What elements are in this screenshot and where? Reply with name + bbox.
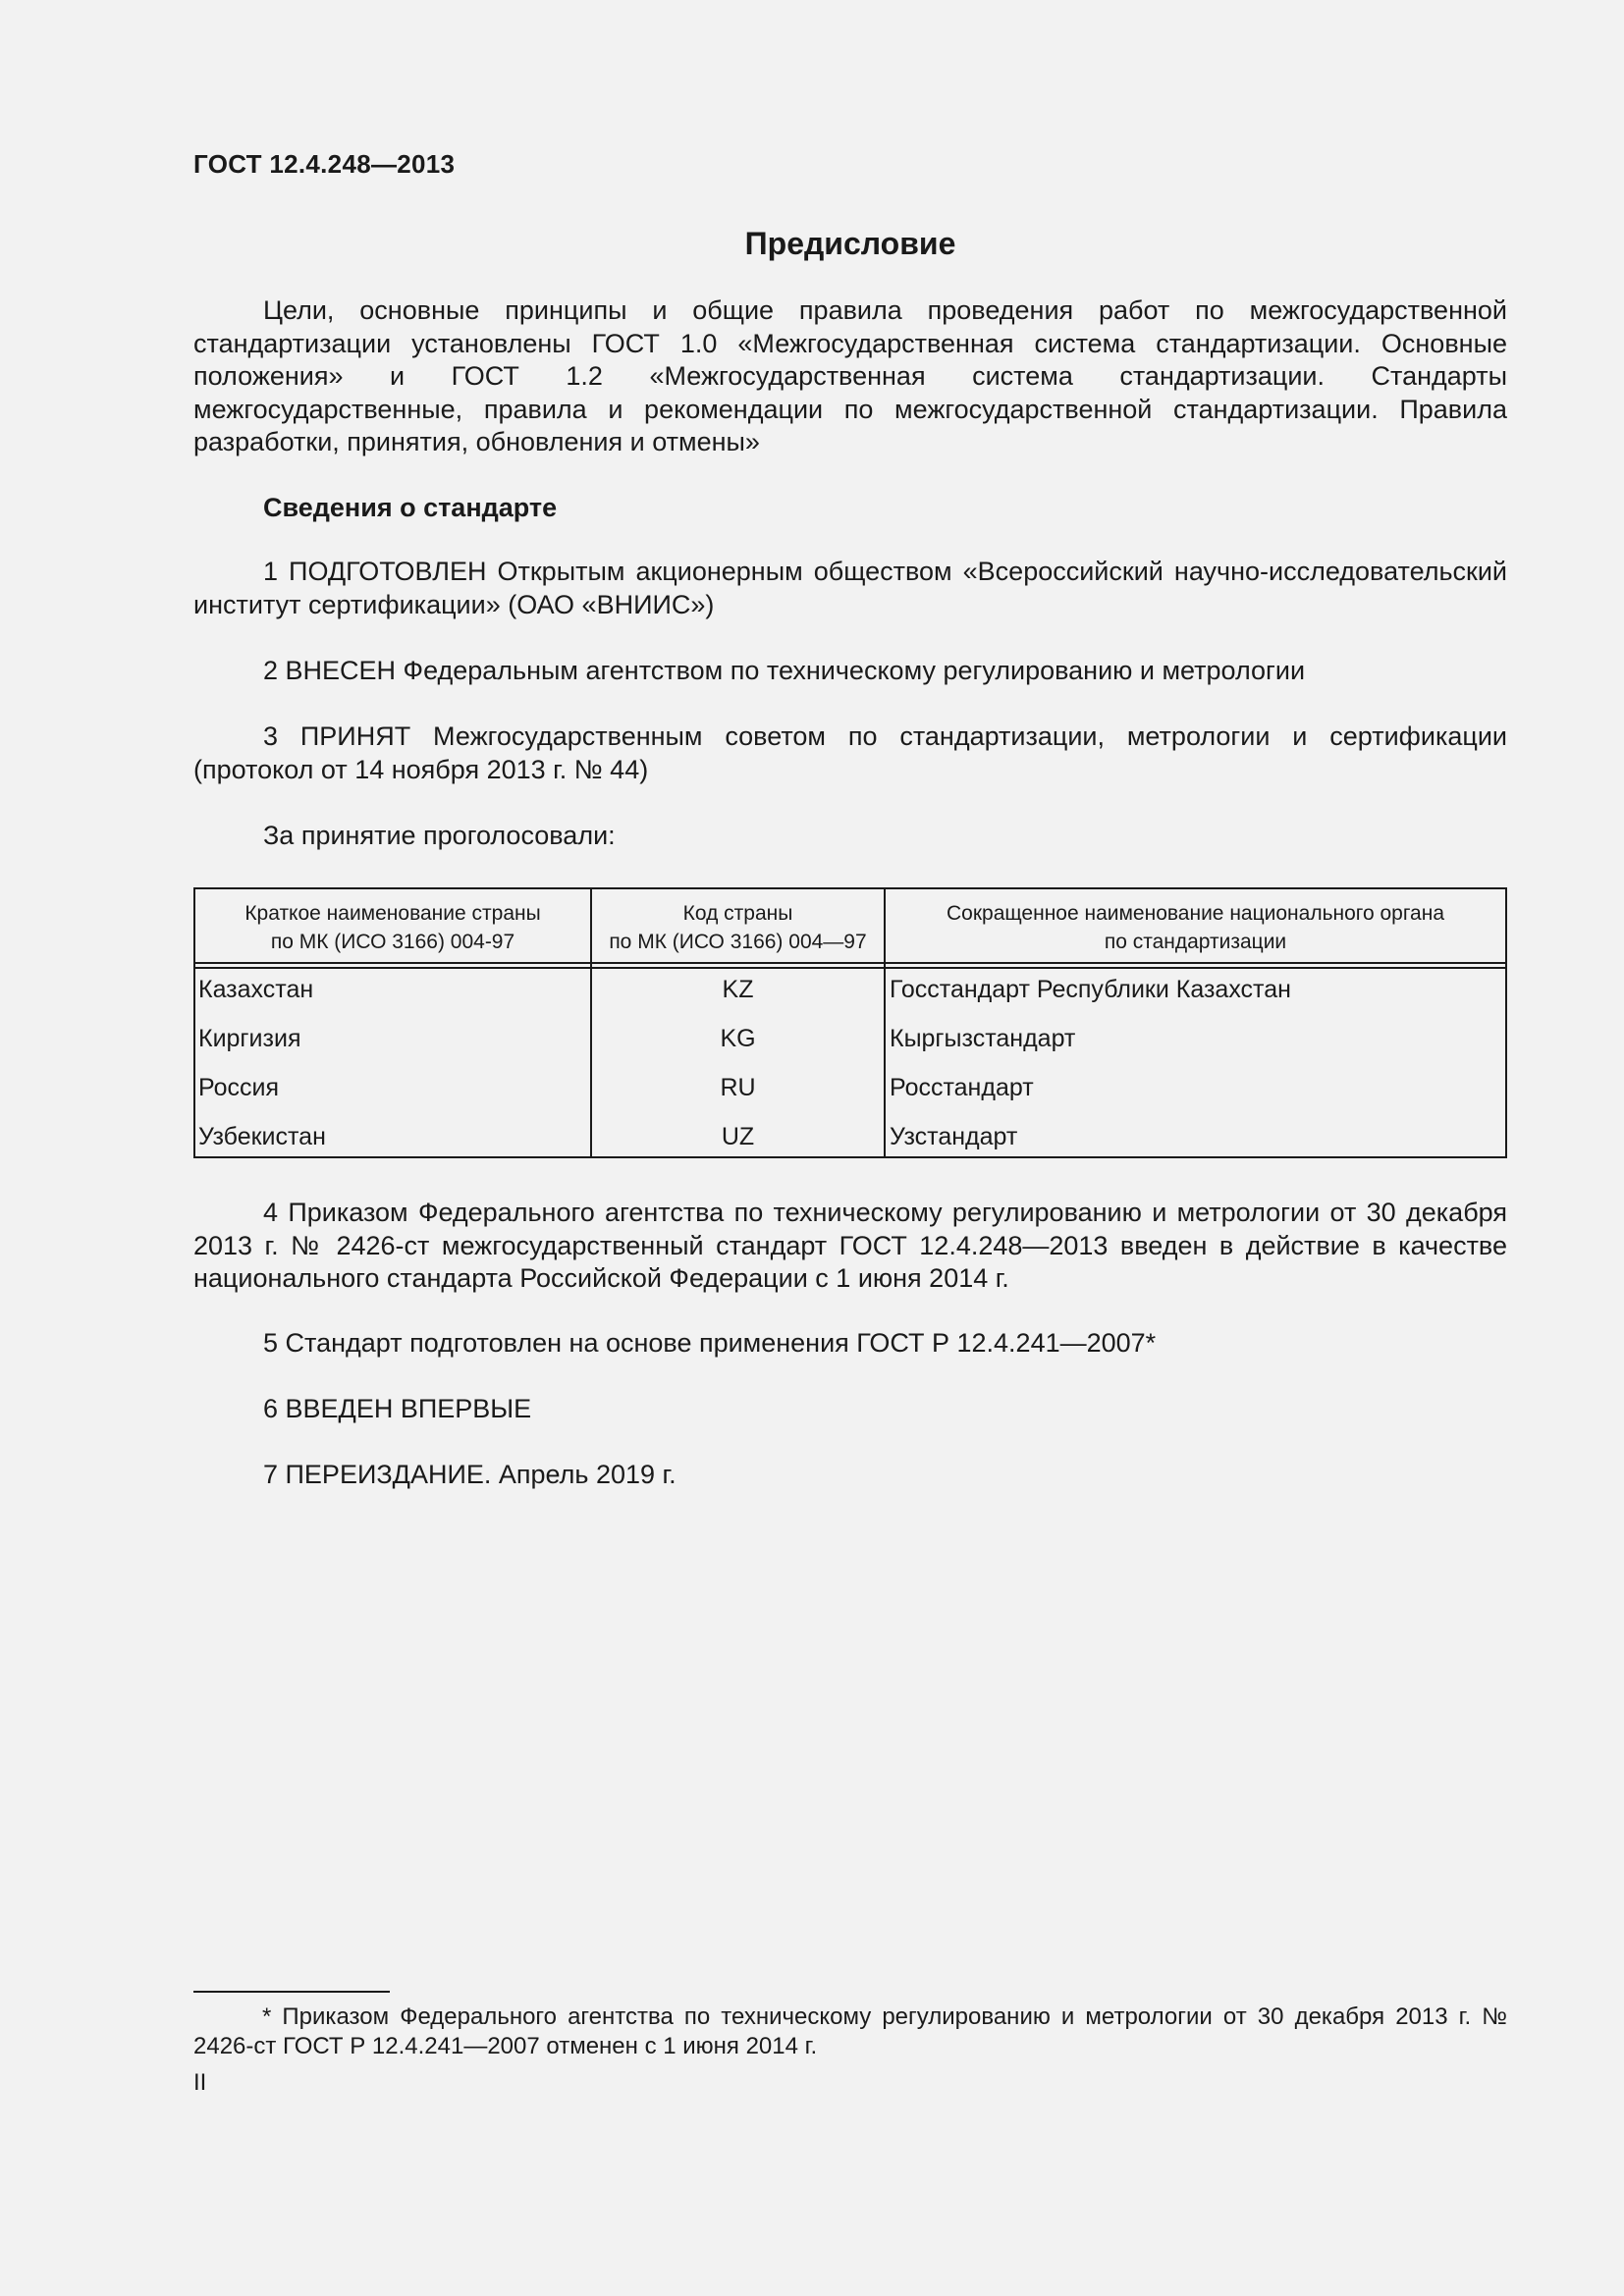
table-cell-code: KZ xyxy=(722,976,754,1003)
table-cell-body: Узстандарт xyxy=(890,1123,1018,1150)
item-5-basis: 5 Стандарт подготовлен на основе применения ГОСТ Р 12.4.241—2007* xyxy=(263,1328,1157,1358)
voted-label: За принятие проголосовали: xyxy=(263,821,616,850)
intro-paragraph: Цели, основные принципы и общие правила проведения работ по межгосударственной стандартизации установлены ГОСТ 1.0 «Межгосударственная система стандартизации. Основные положения» и ГОСТ 1.2 «Межгосударственная система стандартизации. Стандарты межгосударственные, правила и рекомендации по межгосударственной стандартизации. Правила разработки, принятия, обновления и отмены» xyxy=(193,295,1507,456)
table-cell-code: UZ xyxy=(721,1123,755,1150)
page-number: II xyxy=(193,2069,207,2096)
table-cell-country: Россия xyxy=(198,1074,279,1101)
voting-countries-table xyxy=(193,887,1507,1158)
table-cell-country: Киргизия xyxy=(198,1025,301,1052)
table-cell-country: Узбекистан xyxy=(198,1123,326,1150)
table-header-code: Код страны по МК (ИСО 3166) 004—97 xyxy=(609,902,867,953)
table-header-standards-body: Сокращенное наименование национального органа по стандартизации xyxy=(946,902,1445,953)
item-2-submitted: 2 ВНЕСЕН Федеральным агентством по техническому регулированию и метрологии xyxy=(263,656,1306,685)
section-heading: Сведения о стандарте xyxy=(263,493,558,522)
footnote: * Приказом Федерального агентства по техническому регулированию и метрологии от 30 декабря 2013 г. № 2426-ст ГОСТ Р 12.4.241—2007 отменен с 1 июня 2014 г. xyxy=(193,2003,1507,2059)
item-4-order: 4 Приказом Федерального агентства по техническому регулированию и метрологии от 30 декабря 2013 г. № 2426-ст межгосударственный стандарт ГОСТ 12.4.248—2013 введен в действие в качестве национального стандарта Российской Федерации с 1 июня 2014 г. xyxy=(193,1198,1507,1293)
table-cell-body: Госстандарт Республики Казахстан xyxy=(890,976,1291,1003)
page-title: Предисловие xyxy=(744,226,956,261)
standard-code-header: ГОСТ 12.4.248—2013 xyxy=(193,149,456,179)
table-header-divider xyxy=(195,962,1505,964)
item-7-reissue: 7 ПЕРЕИЗДАНИЕ. Апрель 2019 г. xyxy=(263,1460,677,1489)
item-1-prepared: 1 ПОДГОТОВЛЕН Открытым акционерным обществом «Всероссийский научно-исследовательский институт сертификации» (ОАО «ВНИИС») xyxy=(193,557,1507,619)
table-cell-country: Казахстан xyxy=(198,976,314,1003)
table-cell-code: KG xyxy=(720,1025,756,1052)
item-6-first-introduced: 6 ВВЕДЕН ВПЕРВЫЕ xyxy=(263,1394,532,1423)
footnote-separator xyxy=(193,1991,390,1993)
table-cell-code: RU xyxy=(720,1074,756,1101)
table-header-country: Краткое наименование страны по МК (ИСО 3166) 004-97 xyxy=(244,902,541,953)
item-3-adopted: 3 ПРИНЯТ Межгосударственным советом по стандартизации, метрологии и сертификации (протокол от 14 ноября 2013 г. № 44) xyxy=(193,721,1507,784)
table-cell-body: Росстандарт xyxy=(890,1074,1034,1101)
table-header-divider xyxy=(195,967,1505,969)
table-cell-body: Кыргызстандарт xyxy=(890,1025,1076,1052)
